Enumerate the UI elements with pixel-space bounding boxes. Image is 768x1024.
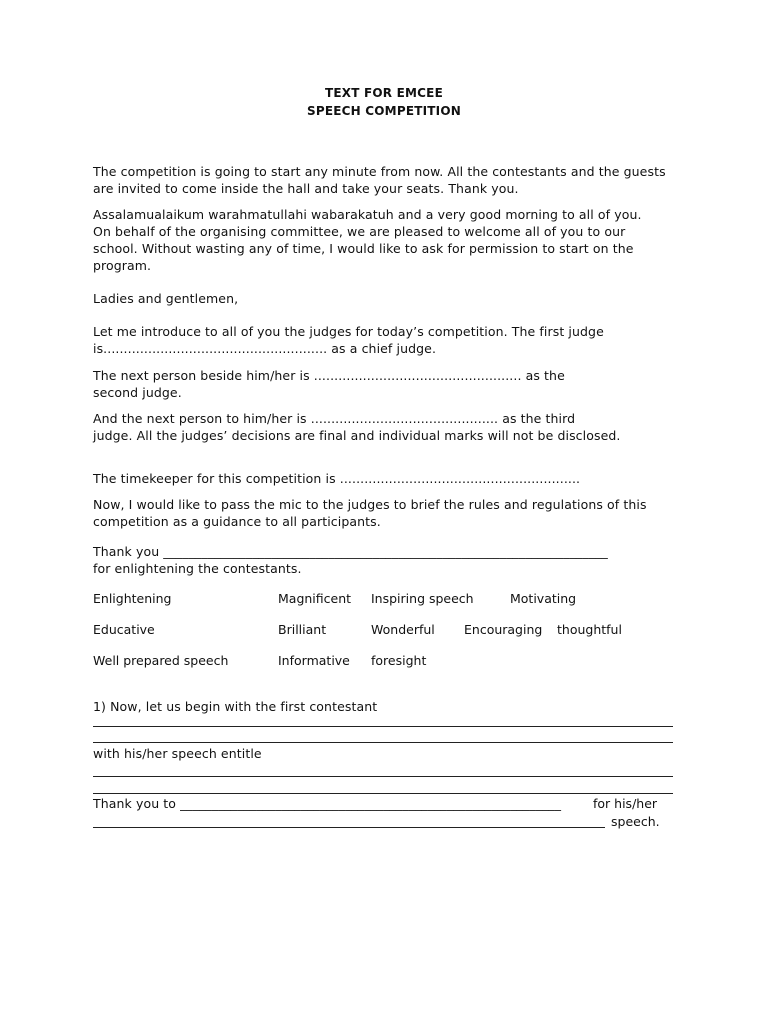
document-subtitle: SPEECH COMPETITION: [307, 104, 461, 118]
blank-rule: [93, 726, 673, 727]
word-bank-item: thoughtful: [557, 622, 622, 637]
blank-rule: [93, 776, 673, 777]
paragraph-line: On behalf of the organising committee, we are pleased to welcome all of you to our: [93, 224, 626, 239]
paragraph-line: program.: [93, 258, 152, 273]
word-bank-item: Educative: [93, 622, 155, 637]
speech-suffix: speech.: [611, 814, 660, 829]
word-bank-item: Well prepared speech: [93, 653, 229, 668]
paragraph-line: are invited to come inside the hall and take your seats. Thank you.: [93, 181, 519, 196]
paragraph-line: for enlightening the contestants.: [93, 561, 302, 576]
fill-in-line: And the next person to him/her is .............................................. as the third: [93, 411, 576, 426]
contestant-intro-line: 1) Now, let us begin with the first contestant: [93, 699, 378, 714]
fill-in-line: Thank you ______________________________________________________________________: [93, 544, 608, 559]
paragraph-line: Ladies and gentlemen,: [93, 291, 239, 306]
paragraph-line: second judge.: [93, 385, 182, 400]
paragraph-line: Assalamualaikum warahmatullahi wabarakatuh and a very good morning to all of you.: [93, 207, 642, 222]
word-bank-item: Wonderful: [371, 622, 435, 637]
blank-rule: [93, 827, 605, 828]
contestant-title-line: with his/her speech entitle: [93, 746, 262, 761]
word-bank-item: Brilliant: [278, 622, 327, 637]
thank-you-line: Thank you to ____________________________________________________________: [93, 796, 562, 811]
paragraph-line: The competition is going to start any minute from now. All the contestants and the guests: [93, 164, 666, 179]
fill-in-line: The timekeeper for this competition is ...........................................................: [93, 471, 581, 486]
blank-rule: [93, 742, 673, 743]
paragraph-line: school. Without wasting any of time, I would like to ask for permission to start on the: [93, 241, 634, 256]
word-bank-item: Encouraging: [464, 622, 543, 637]
paragraph-line: Now, I would like to pass the mic to the judges to brief the rules and regulations of this: [93, 497, 647, 512]
paragraph-line: judge. All the judges’ decisions are final and individual marks will not be disclosed.: [93, 428, 621, 443]
paragraph-line: Let me introduce to all of you the judges for today’s competition. The first judge: [93, 324, 604, 339]
word-bank-item: Magnificent: [278, 591, 352, 606]
word-bank-item: Motivating: [510, 591, 577, 606]
word-bank-item: Inspiring speech: [371, 591, 474, 606]
fill-in-line: is....................................................... as a chief judge.: [93, 341, 437, 356]
fill-in-line: The next person beside him/her is ................................................... as the: [93, 368, 565, 383]
word-bank-item: Informative: [278, 653, 350, 668]
word-bank-item: foresight: [371, 653, 427, 668]
paragraph-line: competition as a guidance to all participants.: [93, 514, 381, 529]
thank-you-suffix: for his/her: [593, 796, 658, 811]
document-title: TEXT FOR EMCEE: [325, 86, 443, 100]
blank-rule: [93, 793, 673, 794]
word-bank-item: Enlightening: [93, 591, 172, 606]
